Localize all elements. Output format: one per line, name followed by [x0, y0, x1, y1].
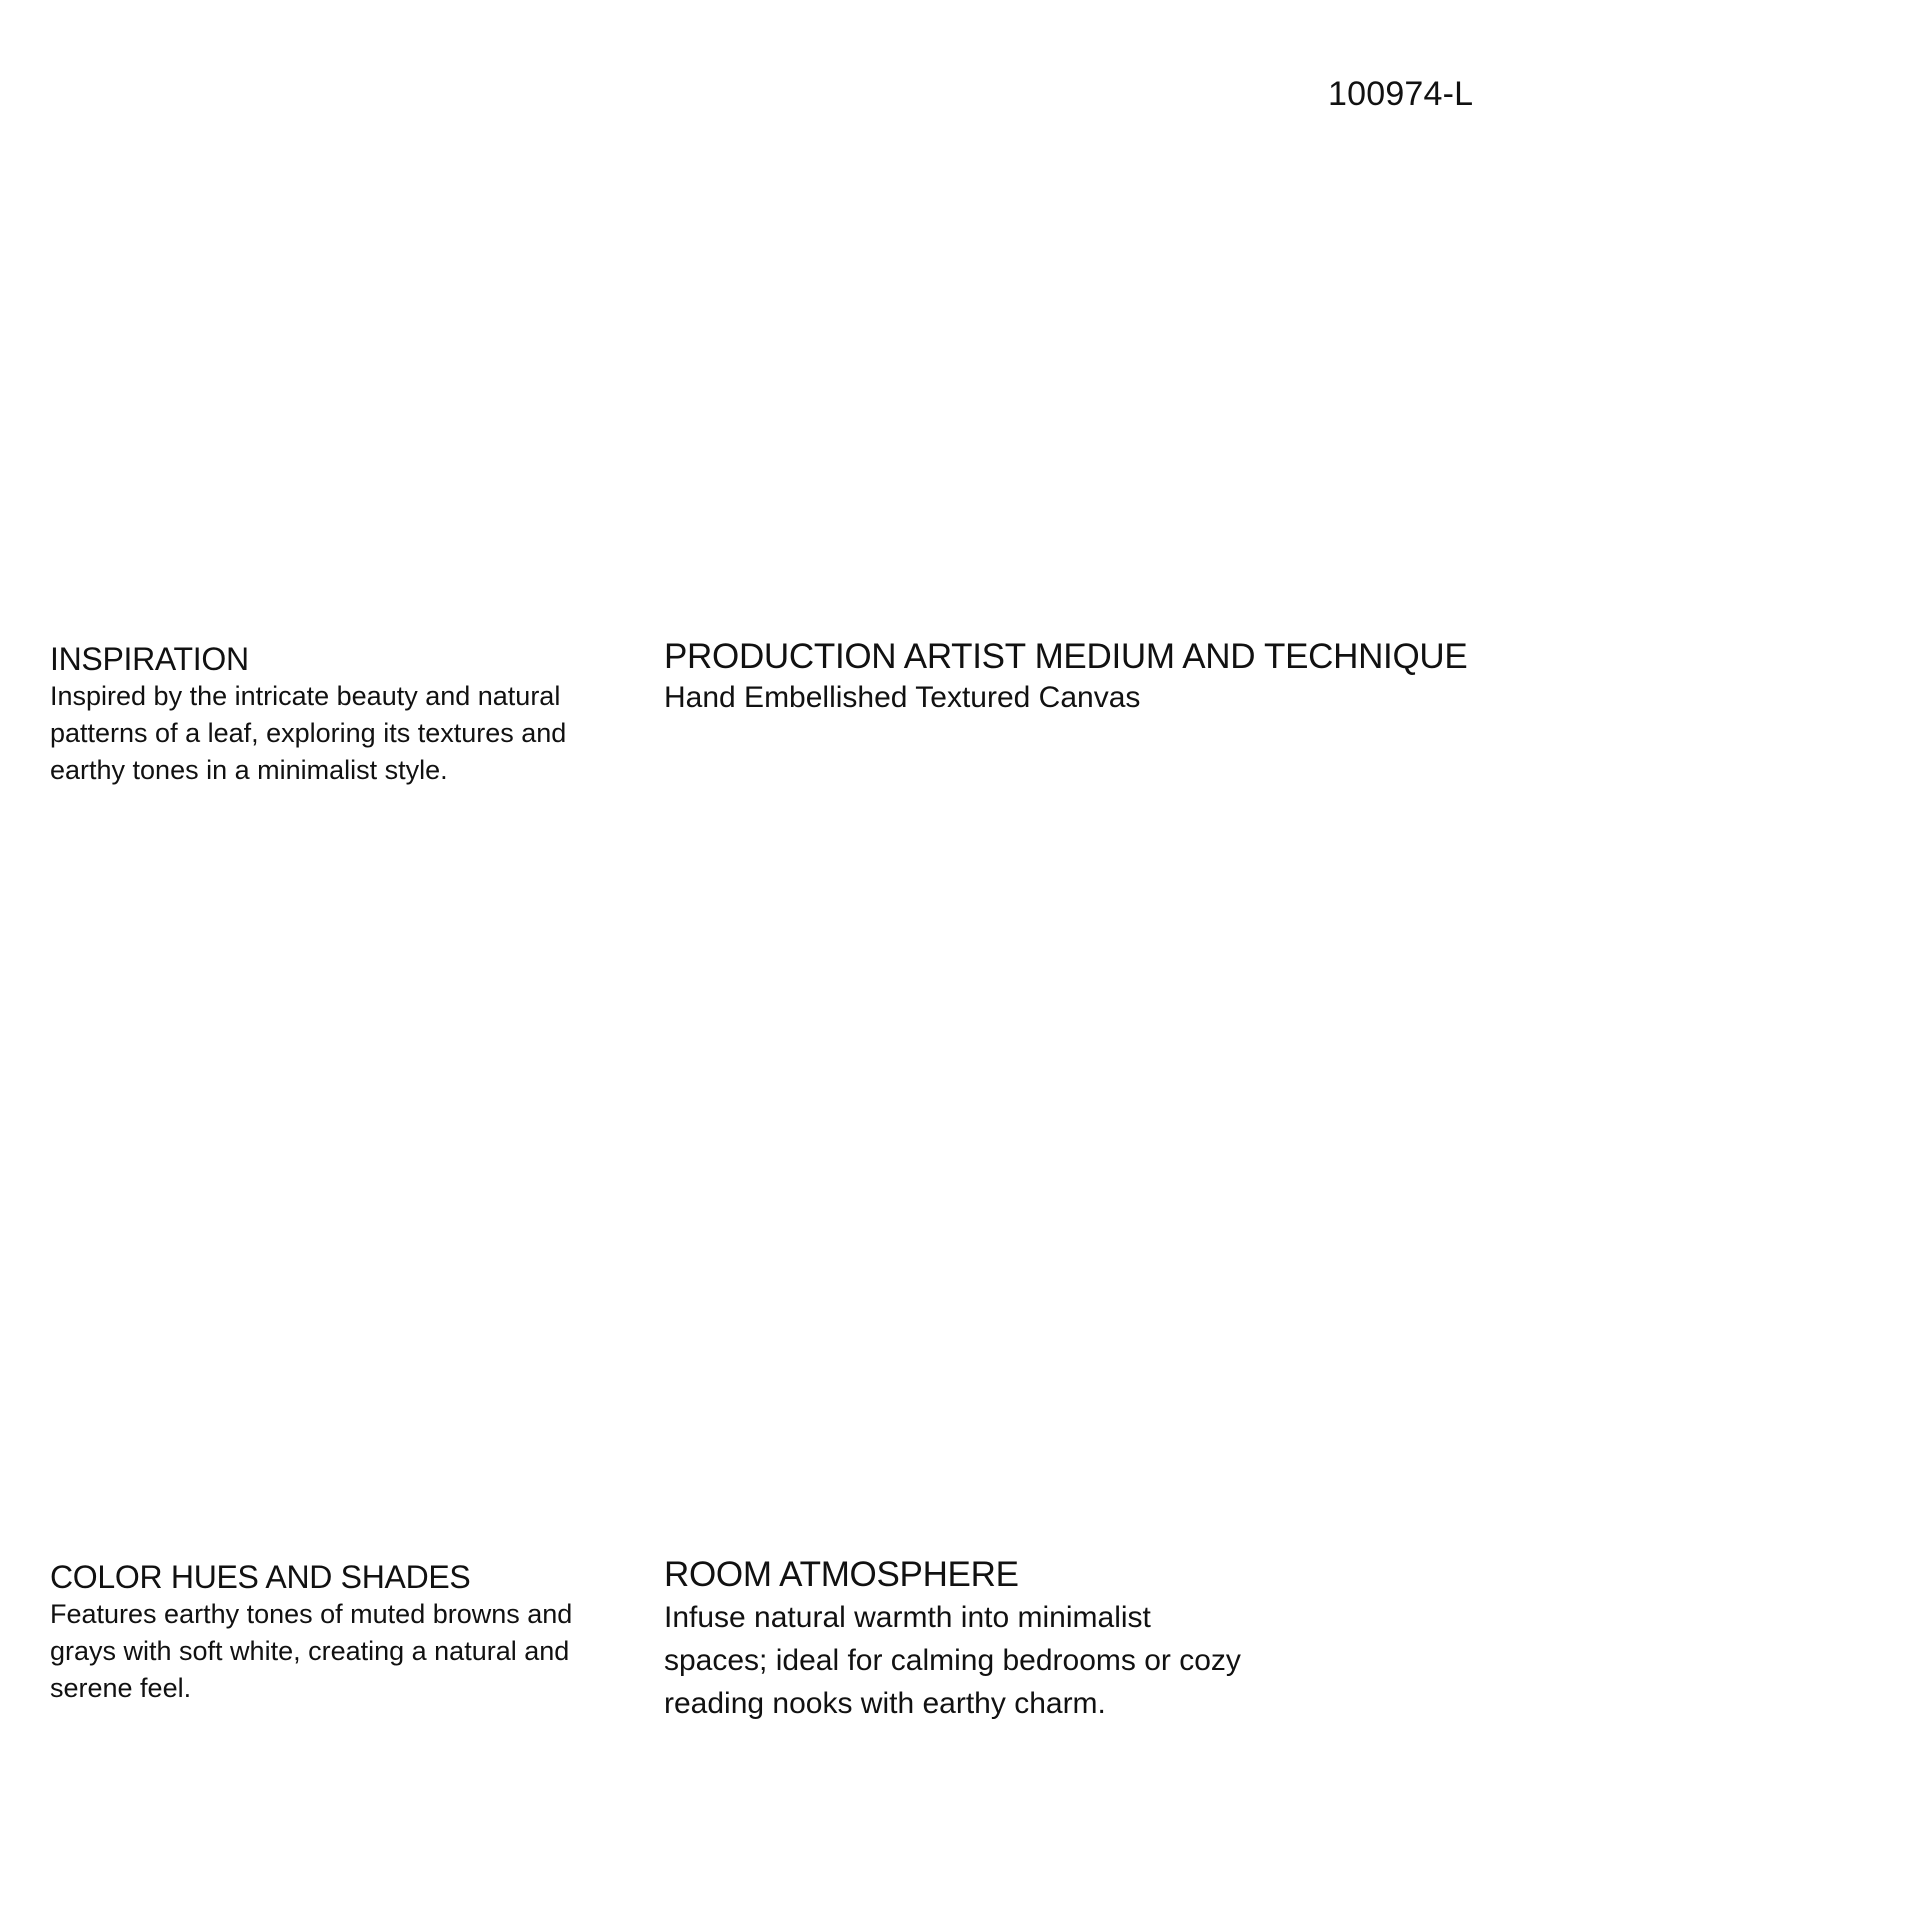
color-section [50, 1558, 620, 1707]
color-text: Features earthy tones of muted browns and grays with soft white, creating a natural and serene feel. [50, 1599, 573, 1703]
inspiration-section [50, 640, 610, 789]
production-text: Hand Embellished Textured Canvas [664, 681, 1141, 714]
room-atmosphere-heading: ROOM ATMOSPHERE [664, 1555, 1019, 1594]
production-section [664, 636, 1564, 718]
room-atmosphere-text: Infuse natural warmth into minimalist spaces; ideal for calming bedrooms or cozy reading nooks with earthy charm. [664, 1601, 1241, 1720]
inspiration-text: Inspired by the intricate beauty and natural patterns of a leaf, exploring its textures and earthy tones in a minimalist style. [50, 681, 567, 785]
inspiration-heading: INSPIRATION [50, 641, 249, 677]
product-code: 100974-L [1328, 75, 1474, 113]
room-atmosphere-section [664, 1554, 1244, 1725]
production-heading: PRODUCTION ARTIST MEDIUM AND TECHNIQUE [664, 637, 1468, 676]
color-heading: COLOR HUES AND SHADES [50, 1559, 471, 1595]
